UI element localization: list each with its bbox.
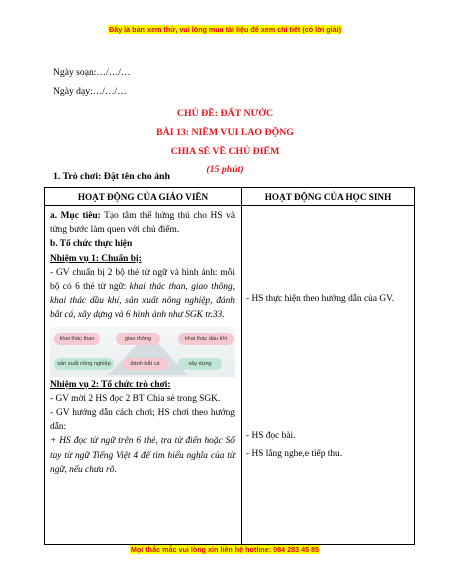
goal-paragraph bbox=[50, 209, 235, 237]
word-cards-image bbox=[50, 327, 235, 377]
hotline-banner-text: Mọi thắc mắc vui lòng xin liên hệ hotline: 084 283 45 85 bbox=[130, 545, 320, 554]
word-card: khai thác dầu khí bbox=[178, 333, 234, 345]
table-row bbox=[45, 206, 415, 545]
section-heading: 1. Trò chơi: Đặt tên cho ảnh bbox=[53, 171, 170, 182]
task2-line2: - GV hướng dẫn cách chơi; HS chơi theo hướng dẫn: bbox=[50, 408, 235, 433]
student-cell bbox=[242, 206, 415, 545]
teach-date: Ngày dạy:…/…/… bbox=[53, 86, 127, 97]
word-card: đánh bắt cá bbox=[122, 358, 168, 370]
student-column-header: HOẠT ĐỘNG CỦA HỌC SINH bbox=[242, 188, 415, 206]
table-header-row bbox=[45, 188, 415, 206]
preview-banner-text: Đây là bản xem thử, vui lòng mua tài liệu để xem chi tiết (có lời giải) bbox=[109, 25, 341, 34]
prep-date: Ngày soạn:…/…/… bbox=[53, 67, 131, 78]
topic-title: CHỦ ĐỀ: ĐẤT NƯỚC bbox=[176, 108, 274, 119]
lesson-title: BÀI 13: NIỀM VUI LAO ĐỘNG bbox=[156, 127, 294, 138]
preview-banner bbox=[0, 25, 450, 34]
activity-table bbox=[44, 187, 415, 545]
student-step-2: - HS đọc bài. bbox=[246, 431, 296, 441]
task1-text: - GV chuẩn bị 2 bộ thẻ từ ngữ và hình ảnh: mỗi bộ có 6 thẻ từ ngữ: bbox=[50, 267, 235, 293]
task2-italic: + HS đọc từ ngữ trên 6 thẻ, tra từ điển hoặc Sổ tay từ ngữ Tiếng Việt 4 để tìm hiểu nghĩa của từ ngữ, nếu chưa rõ. bbox=[50, 436, 235, 475]
student-step-3: - HS lắng nghe,e tiếp thu. bbox=[246, 449, 343, 459]
word-card: giao thông bbox=[116, 333, 160, 345]
teacher-cell bbox=[45, 206, 242, 545]
task1-italic: khai thác than, giao thông, khai thác dầu khí, sản xuất nông nghiệp, đánh bắt cá, xây dựng và 6 hình ảnh như SGK tr.33. bbox=[50, 282, 235, 321]
hotline-banner bbox=[0, 545, 450, 554]
task2-line1: - GV mời 2 HS đọc 2 BT Chia sẻ trong SGK. bbox=[50, 393, 221, 404]
task2-heading: Nhiệm vụ 2: Tổ chức trò chơi: bbox=[50, 379, 171, 390]
task1-heading: Nhiệm vụ 1: Chuẩn bị: bbox=[50, 253, 142, 264]
goal-text: Tạo tâm thế hứng thú cho HS và từng bước làm quen với chủ điểm. bbox=[50, 211, 235, 236]
word-card: xây dựng bbox=[178, 358, 222, 370]
org-heading: b. Tổ chức thực hiện bbox=[50, 239, 133, 250]
teacher-column-header: HOẠT ĐỘNG CỦA GIÁO VIÊN bbox=[45, 188, 242, 206]
task1-paragraph bbox=[50, 266, 235, 323]
student-step-1: - HS thực hiện theo hướng dẫn của GV. bbox=[246, 294, 394, 304]
goal-label: a. Mục tiêu: bbox=[50, 211, 101, 221]
sub-title: CHIA SẺ VỀ CHỦ ĐIỂM bbox=[170, 146, 280, 157]
word-card: sản xuất nông nghiệp bbox=[54, 358, 114, 370]
word-card: khai thác than bbox=[54, 333, 100, 345]
duration: (15 phút) bbox=[206, 164, 244, 175]
